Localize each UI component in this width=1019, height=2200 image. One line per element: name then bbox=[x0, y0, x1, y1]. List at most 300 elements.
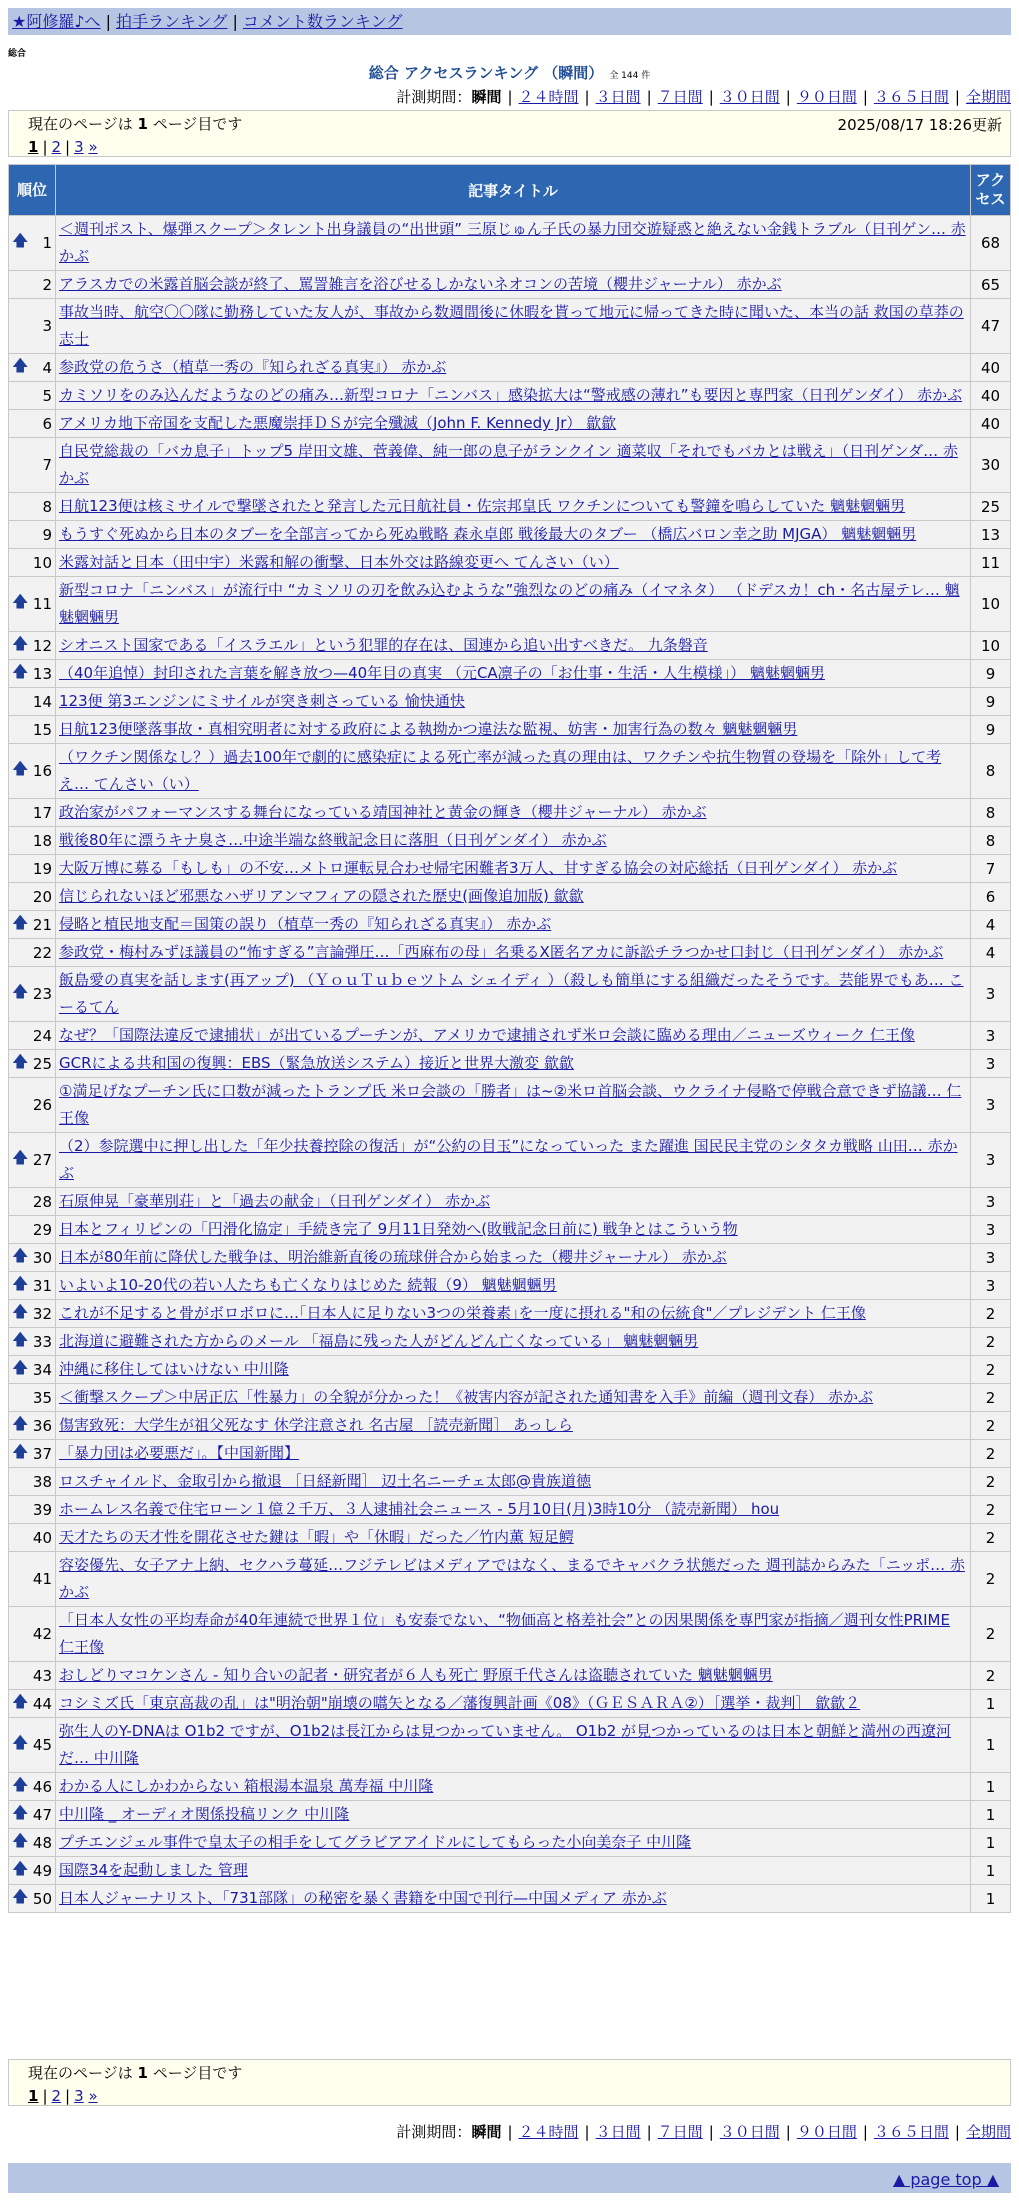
table-row bbox=[9, 1412, 1011, 1440]
updated-time: 2025/08/17 18:26更新 bbox=[837, 116, 1002, 134]
period-link[interactable]: ７日間 bbox=[657, 88, 703, 106]
article-title-link[interactable]: プチエンジェル事件で皇太子の相手をしてグラビアアイドルにしてもらった小向美奈子 中川隆 bbox=[59, 1833, 692, 1851]
access-count: 2 bbox=[971, 1412, 1011, 1440]
rank-cell bbox=[9, 1552, 56, 1607]
title-cell bbox=[56, 1412, 971, 1440]
rank-number: 41 bbox=[32, 1570, 52, 1588]
title-cell bbox=[56, 1133, 971, 1188]
ranking-table bbox=[8, 164, 1011, 1913]
title-cell bbox=[56, 521, 971, 549]
rank-cell bbox=[9, 883, 56, 911]
period-separator: | bbox=[646, 88, 652, 106]
table-row bbox=[9, 939, 1011, 967]
article-title-link[interactable]: 天才たちの天才性を開花させた鍵は「暇」や「休暇」だった／竹内薫 短足鰐 bbox=[59, 1528, 574, 1546]
rank-up-icon: 🡅 bbox=[12, 1051, 29, 1070]
access-count: 6 bbox=[971, 883, 1011, 911]
article-title-link[interactable]: 容姿優先、女子アナ上納、セクハラ蔓延…フジテレビはメディアではなく、まるでキャバクラ状態だった 週刊誌からみた「ニッポ… 赤かぶ bbox=[59, 1556, 965, 1601]
pager-next-link[interactable]: » bbox=[88, 2087, 98, 2105]
rank-cell bbox=[9, 1022, 56, 1050]
article-title-link[interactable]: コシミズ氏「東京高裁の乱」は"明治朝"崩壊の嚆矢となる／藩復興計画《08》（ＧＥＳＡＲＡ②）［選挙・裁判］ 歙歙２ bbox=[59, 1694, 861, 1712]
period-link[interactable]: ２４時間 bbox=[518, 88, 579, 106]
article-title-link[interactable]: 飯島愛の真実を話します(再アップ) （ＹｏｕＴｕｂｅツトム シェイディ ）（殺しも簡単にする組織だったそうです。芸能界でもあ… こーるてん bbox=[59, 971, 964, 1016]
article-title-link[interactable]: アラスカでの米露首脳会談が終了、罵詈雑言を浴びせるしかないネオコンの苦境（櫻井ジャーナル） 赤かぶ bbox=[59, 275, 782, 293]
rank-cell bbox=[9, 1300, 56, 1328]
article-title-link[interactable]: もうすぐ死ぬから日本のタブーを全部言ってから死ぬ戦略 森永卓郎 戦後最大のタブー （橋広バロン幸之助 MJGA） 魑魅魍魎男 bbox=[59, 525, 917, 543]
pager-next-link[interactable]: » bbox=[88, 138, 98, 156]
period-current: 瞬間 bbox=[471, 88, 502, 106]
bottom-bar bbox=[8, 2163, 1011, 2193]
rank-number: 35 bbox=[32, 1388, 52, 1407]
title-cell bbox=[56, 410, 971, 438]
rank-number: 45 bbox=[32, 1736, 52, 1754]
table-row bbox=[9, 438, 1011, 493]
access-count: 3 bbox=[971, 1050, 1011, 1078]
rank-number: 19 bbox=[32, 859, 52, 878]
rank-number: 1 bbox=[42, 234, 52, 252]
pager-separator: | bbox=[65, 138, 71, 156]
table-row bbox=[9, 1384, 1011, 1412]
table-row bbox=[9, 1857, 1011, 1885]
period-link[interactable]: ７日間 bbox=[657, 2123, 703, 2141]
rank-number: 8 bbox=[42, 497, 52, 516]
table-row bbox=[9, 382, 1011, 410]
rank-cell bbox=[9, 216, 56, 271]
access-count: 10 bbox=[971, 577, 1011, 632]
rank-cell bbox=[9, 521, 56, 549]
period-link[interactable]: ３日間 bbox=[595, 88, 641, 106]
pager-page-link[interactable]: 3 bbox=[74, 2087, 84, 2105]
title-cell bbox=[56, 688, 971, 716]
rank-cell bbox=[9, 827, 56, 855]
rank-number: 16 bbox=[32, 762, 52, 780]
title-cell bbox=[56, 883, 971, 911]
article-title-link[interactable]: 北海道に避難された方からのメール 「福島に残った人がどんどん亡くなっている」 魑魅魍魎男 bbox=[59, 1332, 699, 1350]
rank-cell bbox=[9, 354, 56, 382]
title-cell bbox=[56, 1496, 971, 1524]
rank-up-icon: 🡅 bbox=[12, 633, 29, 652]
table-row bbox=[9, 1050, 1011, 1078]
rank-number: 33 bbox=[32, 1332, 52, 1351]
rank-up-icon: 🡅 bbox=[12, 1273, 29, 1292]
rank-cell bbox=[9, 493, 56, 521]
article-title-link[interactable]: 日本人ジャーナリスト、「731部隊」の秘密を暴く書籍を中国で刊行—中国メディア 赤かぶ bbox=[59, 1889, 667, 1907]
rank-cell bbox=[9, 1272, 56, 1300]
table-header-row bbox=[9, 165, 1011, 216]
rank-number: 13 bbox=[32, 664, 52, 683]
article-title-link[interactable]: アメリカ地下帝国を支配した悪魔崇拝ＤＳが完全殲滅（John F. Kennedy Jr） 歙歙 bbox=[59, 414, 617, 432]
article-title-link[interactable]: ロスチャイルド、金取引から撤退 ［日経新聞］ 辺土名ニーチェ太郎@貴族道徳 bbox=[59, 1472, 591, 1490]
rank-number: 36 bbox=[32, 1416, 52, 1435]
title-cell bbox=[56, 1552, 971, 1607]
rank-cell bbox=[9, 967, 56, 1022]
period-separator: | bbox=[507, 88, 513, 106]
table-row bbox=[9, 1829, 1011, 1857]
access-count: 7 bbox=[971, 855, 1011, 883]
article-title-link[interactable]: 戦後80年に漂うキナ臭さ…中途半端な終戦記念日に落胆（日刊ゲンダイ） 赤かぶ bbox=[59, 831, 607, 849]
period-link[interactable]: ３０日間 bbox=[719, 2123, 780, 2141]
access-count: 3 bbox=[971, 1022, 1011, 1050]
pager-current-page: 1 bbox=[28, 138, 39, 156]
table-row bbox=[9, 1801, 1011, 1829]
period-separator: | bbox=[646, 2123, 652, 2141]
top-nav bbox=[8, 8, 1011, 35]
table-row bbox=[9, 911, 1011, 939]
table-row bbox=[9, 688, 1011, 716]
period-separator: | bbox=[862, 88, 868, 106]
article-title-link[interactable]: 日航123便は核ミサイルで撃墜されたと発言した元日航社員・佐宗邦皇氏 ワクチンについても警鐘を鳴らしていた 魑魅魍魎男 bbox=[59, 497, 906, 515]
nav-separator: | bbox=[105, 12, 111, 31]
article-title-link[interactable]: 123便 第3エンジンにミサイルが突き刺さっている 愉快通快 bbox=[59, 692, 465, 710]
rank-cell bbox=[9, 1773, 56, 1801]
rank-up-icon: 🡅 bbox=[12, 1245, 29, 1264]
article-title-link[interactable]: （40年追悼）封印された言葉を解き放つ—40年目の真実 （元CA凛子の「お仕事・生活・人生模様」） 魑魅魍魎男 bbox=[59, 664, 825, 682]
access-count: 4 bbox=[971, 939, 1011, 967]
period-link[interactable]: ３０日間 bbox=[719, 88, 780, 106]
table-row bbox=[9, 967, 1011, 1022]
title-cell bbox=[56, 1829, 971, 1857]
period-separator: | bbox=[584, 2123, 590, 2141]
article-title-link[interactable]: カミソリをのみ込んだようなのどの痛み…新型コロナ「ニンバス」感染拡大は“警戒感の薄れ”も要因と専門家（日刊ゲンダイ） 赤かぶ bbox=[59, 386, 963, 404]
access-count: 2 bbox=[971, 1468, 1011, 1496]
article-title-link[interactable]: 「日本人女性の平均寿命が40年連続で世界１位」も安泰でない、“物価高と格差社会”との因果関係を専門家が指摘／週刊女性PRIME 仁王像 bbox=[59, 1611, 950, 1656]
title-cell bbox=[56, 1718, 971, 1773]
rank-up-icon: 🡅 bbox=[12, 1830, 29, 1849]
access-count: 3 bbox=[971, 967, 1011, 1022]
title-cell bbox=[56, 1607, 971, 1662]
rank-number: 14 bbox=[32, 692, 52, 711]
rank-number: 30 bbox=[32, 1248, 52, 1267]
article-title-link[interactable]: 中川隆 _ オーディオ関係投稿リンク 中川隆 bbox=[59, 1805, 350, 1823]
rank-up-icon: 🡅 bbox=[12, 758, 29, 778]
rank-number: 22 bbox=[32, 943, 52, 962]
rank-up-icon: 🡅 bbox=[12, 1329, 29, 1348]
rank-number: 34 bbox=[32, 1360, 52, 1379]
rank-number: 24 bbox=[32, 1026, 52, 1045]
page-top-link[interactable]: ▲ page top ▲ bbox=[892, 2170, 999, 2189]
page-status: 現在のページは 1 ページ目です bbox=[28, 115, 243, 133]
article-title-link[interactable]: これが不足すると骨がボロボロに…｢日本人に足りない3つの栄養素｣を一度に摂れる"和の伝統食"／プレジデント 仁王像 bbox=[59, 1304, 866, 1322]
access-count: 9 bbox=[971, 716, 1011, 744]
access-count: 9 bbox=[971, 660, 1011, 688]
rank-number: 47 bbox=[32, 1805, 52, 1824]
top-nav-link-applause-ranking[interactable]: 拍手ランキング bbox=[115, 12, 228, 31]
period-link[interactable]: ３６５日間 bbox=[873, 2123, 949, 2141]
rank-number: 32 bbox=[32, 1304, 52, 1323]
article-title-link[interactable]: 参政党の危うさ（植草一秀の『知られざる真実』） 赤かぶ bbox=[59, 358, 447, 376]
article-title-link[interactable]: 沖縄に移住してはいけない 中川隆 bbox=[59, 1360, 289, 1378]
rank-up-icon: 🡅 bbox=[12, 591, 29, 611]
table-row bbox=[9, 744, 1011, 799]
rank-up-icon: 🡅 bbox=[12, 1441, 29, 1460]
rank-up-icon: 🡅 bbox=[12, 1802, 29, 1821]
period-link[interactable]: 全期間 bbox=[965, 88, 1011, 106]
pager-separator: | bbox=[42, 2087, 48, 2105]
period-separator: | bbox=[785, 88, 791, 106]
title-cell bbox=[56, 493, 971, 521]
period-link[interactable]: 全期間 bbox=[965, 2123, 1011, 2141]
title-cell bbox=[56, 382, 971, 410]
period-label: 計測期間： bbox=[396, 88, 472, 106]
article-title-link[interactable]: （2）参院選中に押し出した「年少扶養控除の復活」が“公約の目玉”になっていった また躍進 国民民主党のシタタカ戦略 山田… 赤かぶ bbox=[59, 1137, 958, 1182]
rank-cell bbox=[9, 1524, 56, 1552]
access-count: 8 bbox=[971, 827, 1011, 855]
rank-number: 38 bbox=[32, 1472, 52, 1491]
rank-cell bbox=[9, 632, 56, 660]
rank-up-icon: 🡅 bbox=[12, 1147, 29, 1167]
period-separator: | bbox=[954, 2123, 960, 2141]
access-count: 3 bbox=[971, 1272, 1011, 1300]
rank-cell bbox=[9, 1440, 56, 1468]
rank-up-icon: 🡅 bbox=[12, 661, 29, 680]
rank-cell bbox=[9, 1244, 56, 1272]
pager-current-page: 1 bbox=[28, 2087, 39, 2105]
access-count: 9 bbox=[971, 688, 1011, 716]
article-title-link[interactable]: なぜ？「国際法違反で逮捕状」が出ているプーチンが、アメリカで逮捕されず米ロ会談に臨める理由／ニューズウィーク 仁王像 bbox=[59, 1026, 915, 1044]
article-title-link[interactable]: 事故当時、航空〇〇隊に勤務していた友人が、事故から数週間後に休暇を貰って地元に帰ってきた時に聞いた、本当の話 救国の草莽の志士 bbox=[59, 303, 964, 348]
access-count: 13 bbox=[971, 521, 1011, 549]
table-row bbox=[9, 632, 1011, 660]
title-cell bbox=[56, 744, 971, 799]
title-cell bbox=[56, 1773, 971, 1801]
access-count: 2 bbox=[971, 1300, 1011, 1328]
table-row bbox=[9, 1272, 1011, 1300]
article-title-link[interactable]: 弥生人のY-DNAは O1b2 ですが、O1b2は長江からは見つかっていません。 O1b2 が見つかっているのは日本と朝鮮と満州の西遼河だ… 中川隆 bbox=[59, 1722, 952, 1767]
page-title-text: 総合 アクセスランキング （瞬間） bbox=[368, 64, 604, 82]
top-nav-link-comment-ranking[interactable]: コメント数ランキング bbox=[242, 12, 403, 31]
title-cell bbox=[56, 438, 971, 493]
total-count: 全 144 件 bbox=[609, 71, 651, 81]
table-row bbox=[9, 216, 1011, 271]
category-label: 総合 bbox=[8, 49, 27, 59]
article-title-link[interactable]: 日航123便墜落事故・真相究明者に対する政府による執拗かつ違法な監視、妨害・加害行為の数々 魑魅魍魎男 bbox=[59, 720, 798, 738]
article-title-link[interactable]: 大阪万博に募る「もしも」の不安…メトロ運転見合わせ帰宅困難者3万人、甘すぎる協会の対応総括（日刊ゲンダイ） 赤かぶ bbox=[59, 859, 898, 877]
rank-cell bbox=[9, 939, 56, 967]
rank-cell bbox=[9, 1662, 56, 1690]
access-count: 2 bbox=[971, 1524, 1011, 1552]
rank-cell bbox=[9, 271, 56, 299]
header-rank: 順位 bbox=[9, 165, 56, 216]
table-row bbox=[9, 716, 1011, 744]
rank-up-icon: 🡅 bbox=[12, 981, 29, 1001]
article-title-link[interactable]: 石原伸晃「豪華別荘」と「過去の献金」（日刊ゲンダイ） 赤かぶ bbox=[59, 1192, 491, 1210]
access-count: 3 bbox=[971, 1216, 1011, 1244]
table-row bbox=[9, 1440, 1011, 1468]
rank-number: 6 bbox=[42, 414, 52, 433]
access-count: 2 bbox=[971, 1384, 1011, 1412]
access-count: 2 bbox=[971, 1552, 1011, 1607]
rank-number: 37 bbox=[32, 1444, 52, 1463]
article-title-link[interactable]: 政治家がパフォーマンスする舞台になっている靖国神社と黄金の輝き（櫻井ジャーナル） 赤かぶ bbox=[59, 803, 707, 821]
table-row bbox=[9, 1216, 1011, 1244]
rank-up-icon: 🡅 bbox=[12, 230, 29, 250]
rank-cell bbox=[9, 1718, 56, 1773]
top-nav-link-asyura[interactable]: ★阿修羅♪へ bbox=[12, 12, 101, 31]
article-title-link[interactable]: おしどりマコケンさん - 知り合いの記者・研究者が６人も死亡 野原千代さんは盗聴されていた 魑魅魍魎男 bbox=[59, 1666, 773, 1684]
table-row bbox=[9, 1690, 1011, 1718]
period-separator: | bbox=[708, 2123, 714, 2141]
rank-up-icon: 🡅 bbox=[12, 355, 29, 374]
article-title-link[interactable]: 新型コロナ「ニンバス」が流行中 “カミソリの刃を飲み込むような”強烈なのどの痛み（イマネタ） （ドデスカ！ch・名古屋テレ… 魑魅魍魎男 bbox=[59, 581, 960, 626]
title-cell bbox=[56, 1078, 971, 1133]
access-count: 3 bbox=[971, 1188, 1011, 1216]
table-row bbox=[9, 1468, 1011, 1496]
pager-page-link[interactable]: 3 bbox=[74, 138, 84, 156]
table-row bbox=[9, 883, 1011, 911]
table-row bbox=[9, 1552, 1011, 1607]
table-row bbox=[9, 1607, 1011, 1662]
table-row bbox=[9, 1328, 1011, 1356]
rank-number: 25 bbox=[32, 1054, 52, 1073]
pager-page-link[interactable]: 2 bbox=[51, 2087, 62, 2105]
rank-number: 26 bbox=[32, 1096, 52, 1114]
rank-cell bbox=[9, 1216, 56, 1244]
period-separator: | bbox=[584, 88, 590, 106]
article-title-link[interactable]: ①満足げなプーチン氏に口数が減ったトランプ氏 米ロ会談の「勝者」は~②米ロ首脳会談、ウクライナ侵略で停戦合意できず協議… 仁王像 bbox=[59, 1082, 962, 1127]
rank-number: 27 bbox=[32, 1151, 52, 1169]
pager-separator: | bbox=[65, 2087, 71, 2105]
article-title-link[interactable]: 信じられないほど邪悪なハザリアンマフィアの隠された歴史(画像追加版) 歙歙 bbox=[59, 887, 584, 905]
access-count: 47 bbox=[971, 299, 1011, 354]
rank-cell bbox=[9, 299, 56, 354]
article-title-link[interactable]: 侵略と植民地支配＝国策の誤り（植草一秀の『知られざる真実』） 赤かぶ bbox=[59, 915, 552, 933]
rank-number: 23 bbox=[32, 985, 52, 1003]
period-separator: | bbox=[507, 2123, 513, 2141]
table-row bbox=[9, 1078, 1011, 1133]
article-title-link[interactable]: 日本が80年前に降伏した戦争は、明治維新直後の琉球併合から始まった（櫻井ジャーナル） 赤かぶ bbox=[59, 1248, 727, 1266]
article-title-link[interactable]: 日本とフィリピンの「円滑化協定」手続き完了 9月11日発効へ(敗戦記念日前に) 戦争とはこういう物 bbox=[59, 1220, 738, 1238]
access-count: 40 bbox=[971, 410, 1011, 438]
period-separator: | bbox=[862, 2123, 868, 2141]
title-cell bbox=[56, 1524, 971, 1552]
header-access: アクセス bbox=[971, 165, 1011, 216]
table-row bbox=[9, 493, 1011, 521]
article-title-link[interactable]: 参政党・梅村みずほ議員の“怖すぎる”言論弾圧…「西麻布の母」名乗るX匿名アカに訴訟チラつかせ口封じ（日刊ゲンダイ） 赤かぶ bbox=[59, 943, 944, 961]
rank-number: 42 bbox=[32, 1625, 52, 1643]
article-title-link[interactable]: （ワクチン関係なし？）過去100年で劇的に感染症による死亡率が減った真の理由は、ワクチンや抗生物質の登場を「除外」して考え… てんさい（い） bbox=[59, 748, 942, 793]
table-row bbox=[9, 1773, 1011, 1801]
rank-cell bbox=[9, 1050, 56, 1078]
period-selector-top bbox=[396, 86, 1011, 107]
title-cell bbox=[56, 1384, 971, 1412]
access-count: 1 bbox=[971, 1885, 1011, 1913]
table-row bbox=[9, 1496, 1011, 1524]
table-row bbox=[9, 271, 1011, 299]
period-selector-bottom bbox=[396, 2121, 1011, 2142]
rank-cell bbox=[9, 1384, 56, 1412]
rank-number: 29 bbox=[32, 1220, 52, 1239]
rank-cell bbox=[9, 1412, 56, 1440]
title-cell bbox=[56, 299, 971, 354]
access-count: 2 bbox=[971, 1496, 1011, 1524]
article-title-link[interactable]: シオニスト国家である「イスラエル」という犯罪的存在は、国連から追い出すべきだ。 九条磐音 bbox=[59, 636, 708, 654]
rank-number: 49 bbox=[32, 1861, 52, 1880]
title-cell bbox=[56, 1188, 971, 1216]
article-title-link[interactable]: わかる人にしかわからない 箱根湯本温泉 萬寿福 中川隆 bbox=[59, 1777, 434, 1795]
title-cell bbox=[56, 1244, 971, 1272]
rank-cell bbox=[9, 1829, 56, 1857]
period-link[interactable]: ３日間 bbox=[595, 2123, 641, 2141]
article-title-link[interactable]: ホームレス名義で住宅ローン１億２千万、３人逮捕社会ニュース - 5月10日(月)3時10分 （読売新聞） hou bbox=[59, 1500, 780, 1518]
rank-number: 46 bbox=[32, 1777, 52, 1796]
rank-cell bbox=[9, 577, 56, 632]
pager-top bbox=[28, 138, 1010, 156]
rank-cell bbox=[9, 911, 56, 939]
access-count: 1 bbox=[971, 1829, 1011, 1857]
access-count: 65 bbox=[971, 271, 1011, 299]
rank-cell bbox=[9, 382, 56, 410]
article-title-link[interactable]: ＜衝撃スクープ＞中居正広「性暴力」の全貌が分かった！《被害内容が記された通知書を入手》前編（週刊文春） 赤かぶ bbox=[59, 1388, 874, 1406]
article-title-link[interactable]: いよいよ10-20代の若い人たちも亡くなりはじめた 続報（9） 魑魅魍魎男 bbox=[59, 1276, 557, 1294]
rank-cell bbox=[9, 855, 56, 883]
rank-number: 44 bbox=[32, 1694, 52, 1713]
access-count: 2 bbox=[971, 1328, 1011, 1356]
access-count: 1 bbox=[971, 1801, 1011, 1829]
page-info-top bbox=[8, 110, 1011, 157]
title-cell bbox=[56, 549, 971, 577]
article-title-link[interactable]: 自民党総裁の「バカ息子」トップ5 岸田文雄、菅義偉、純一郎の息子がランクイン 適菜収「それでもバカとは戦え」（日刊ゲンダ… 赤かぶ bbox=[59, 442, 958, 487]
access-count: 3 bbox=[971, 1244, 1011, 1272]
title-cell bbox=[56, 1440, 971, 1468]
access-count: 3 bbox=[971, 1078, 1011, 1133]
period-link[interactable]: ９０日間 bbox=[796, 88, 857, 106]
title-cell bbox=[56, 354, 971, 382]
rank-number: 40 bbox=[32, 1528, 52, 1547]
rank-number: 7 bbox=[42, 456, 52, 474]
article-title-link[interactable]: 「暴力団は必要悪だ」。【中国新聞】 bbox=[59, 1444, 300, 1462]
rank-cell bbox=[9, 1885, 56, 1913]
rank-cell bbox=[9, 410, 56, 438]
rank-up-icon: 🡅 bbox=[12, 1301, 29, 1320]
rank-cell bbox=[9, 1801, 56, 1829]
access-count: 1 bbox=[971, 1718, 1011, 1773]
access-count: 10 bbox=[971, 632, 1011, 660]
rank-cell bbox=[9, 688, 56, 716]
rank-cell bbox=[9, 1078, 56, 1133]
rank-number: 9 bbox=[42, 525, 52, 544]
period-link[interactable]: ３６５日間 bbox=[873, 88, 949, 106]
article-title-link[interactable]: 国際34を起動しました 管理 bbox=[59, 1861, 248, 1879]
rank-number: 50 bbox=[32, 1889, 52, 1908]
header-title: 記事タイトル bbox=[56, 165, 971, 216]
access-count: 1 bbox=[971, 1773, 1011, 1801]
title-cell bbox=[56, 632, 971, 660]
rank-up-icon: 🡅 bbox=[12, 1691, 29, 1710]
title-cell bbox=[56, 1857, 971, 1885]
access-count: 68 bbox=[971, 216, 1011, 271]
title-cell bbox=[56, 1272, 971, 1300]
table-row bbox=[9, 1524, 1011, 1552]
title-cell bbox=[56, 1300, 971, 1328]
article-title-link[interactable]: ＜週刊ポスト、爆弾スクープ＞タレント出身議員の“出世頭” 三原じゅん子氏の暴力団交遊疑惑と絶えない金銭トラブル（日刊ゲン… 赤かぶ bbox=[59, 220, 966, 265]
table-row bbox=[9, 1356, 1011, 1384]
table-row bbox=[9, 1885, 1011, 1913]
rank-number: 4 bbox=[42, 358, 52, 377]
period-link[interactable]: ９０日間 bbox=[796, 2123, 857, 2141]
pager-page-link[interactable]: 2 bbox=[51, 138, 62, 156]
period-link[interactable]: ２４時間 bbox=[518, 2123, 579, 2141]
article-title-link[interactable]: GCRによる共和国の復興：EBS（緊急放送システム）接近と世界大激変 歙歙 bbox=[59, 1054, 574, 1072]
title-cell bbox=[56, 660, 971, 688]
pager-separator: | bbox=[42, 138, 48, 156]
rank-up-icon: 🡅 bbox=[12, 912, 29, 931]
table-row bbox=[9, 354, 1011, 382]
rank-up-icon: 🡅 bbox=[12, 1732, 29, 1752]
article-title-link[interactable]: 米露対話と日本（田中宇）米露和解の衝撃、日本外交は路線変更へ てんさい（い） bbox=[59, 553, 619, 571]
page-title bbox=[0, 62, 1019, 83]
rank-cell bbox=[9, 744, 56, 799]
article-title-link[interactable]: 傷害致死：大学生が祖父死なす 休学注意され 名古屋 ［読売新聞］ あっしら bbox=[59, 1416, 573, 1434]
rank-cell bbox=[9, 799, 56, 827]
